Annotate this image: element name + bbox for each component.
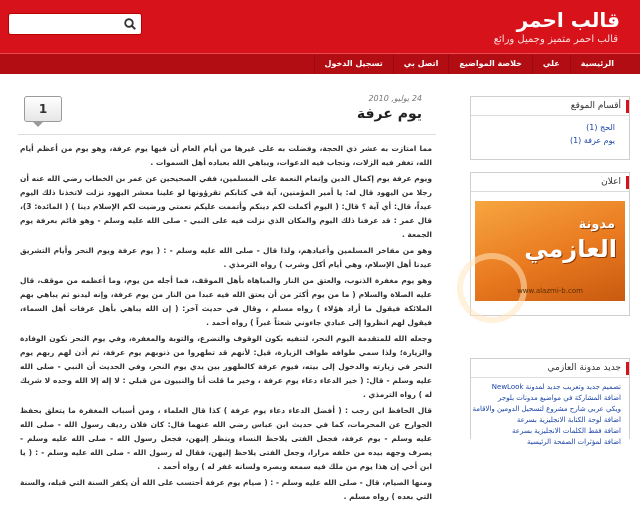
feed-link[interactable]: اضافة لمؤثرات الصفحة الرئيسية [526, 438, 621, 446]
feed-widget-title: جديد مدونة العازمي [471, 359, 629, 378]
nav-item-contact[interactable]: اتصل بي [393, 54, 449, 74]
site-description: قالب احمر متميز وجميل ورائع [493, 34, 618, 45]
categories-widget-title: أقسام الموقع [471, 97, 629, 116]
site-title[interactable]: قالب احمر [516, 8, 620, 32]
comment-count-badge[interactable]: 1 [24, 96, 62, 122]
nav-item-ali[interactable]: علي [532, 54, 570, 74]
post-paragraph: مما امتازت به عشر ذي الحجة، وفضلت به على غيرها من أيام العام أن فيها يوم عرفة، وهو يوم من أعظم أيام الله، تغفر فيه الزلات، وتجاب فيه الدعوات، ويباهي الله بعباده أهل السموات . [20, 144, 432, 167]
feed-link[interactable]: اضافة المشاركة في مواضيع مدونات بلوجر [497, 394, 621, 402]
ads-widget-title: اعلان [471, 173, 629, 192]
post-title[interactable]: يوم عرفة [356, 106, 422, 122]
search-icon[interactable] [123, 17, 137, 31]
post-paragraph: ويوم عرفة يوم إكمال الدين وإتمام النعمة على المسلمين، ففي الصحيحين عن عمر بن الخطاب رضي الله عنه أن رجلا من اليهود قال له: يا أمير المؤمنين، آية في كتابكم تقرؤونها لو علينا معشر اليهود نزلت لاتخذنا ذلك اليوم عيداً، قال: أي آية ؟ قال: ( اليوم أكملت لكم دينكم وأتممت عليكم نعمتي ورضيت لكم الإسلام دينا ) ( المائدة: 3)، قال عمر : قد عرفنا ذلك اليوم والمكان الذي نزلت فيه على النبي - صلى الله عليه وسلم - وهو قائم بعرفة يوم الجمعة . [20, 174, 432, 239]
feed-widget [470, 358, 630, 446]
search-box [8, 13, 142, 35]
post-divider [18, 134, 436, 135]
comment-bubble-tail [32, 121, 44, 127]
nav-list [314, 54, 624, 74]
feed-link[interactable]: اضافة لوحة الكتابة الانجليزية بسرعة [516, 416, 621, 424]
category-link[interactable]: يوم عرفة (1) [569, 136, 615, 145]
search-input[interactable] [9, 14, 119, 34]
nav-item-feed[interactable]: خلاصة المواضيع [448, 54, 532, 74]
feed-link[interactable]: ويكي عربي شارح مشروع لتسجيل الدومين والاقامة [472, 405, 621, 413]
nav-item-login[interactable]: تسجيل الدخول [314, 54, 393, 74]
feed-link[interactable]: اضافة فقط الكلمات الانجليزية بسرعة [512, 427, 621, 435]
feed-list [471, 378, 629, 448]
post-paragraph: ومنها الصيام، قال - صلى الله عليه وسلم - : ( صيام يوم عرفة أحتسب على الله أن يكفر السنة التي قبله، والسنة التي بعده ) رواه مسلم . [20, 478, 432, 501]
post-body [20, 142, 432, 506]
sidebar [470, 96, 630, 446]
ad-banner-url: www.alazmi-b.com [517, 287, 583, 295]
post-area [18, 90, 436, 501]
main-navigation [0, 53, 640, 74]
feed-link[interactable]: تصميم جديد وتعريب جديد لمدونة NewLook [491, 383, 621, 391]
post-paragraph: وهو من مفاخر المسلمين وأعيادهم، ولذا قال - صلى الله عليه وسلم - : ( يوم عرفة ويوم النحر وأيام التشريق عيدنا أهل الإسلام، وهي أيام أكل وشرب ) رواه الترمذي . [20, 246, 432, 269]
ad-banner-name: العازمي [524, 235, 617, 263]
post-date: 24 يوليو, 2010 [368, 94, 422, 103]
nav-item-home[interactable]: الرئيسية [570, 54, 624, 74]
post-paragraph: وهو يوم مغفرة الذنوب، والعتق من النار والمباهاة بأهل الموقف، فما أجله من يوم، وما أعظمه من موقف، قال عليه الصلاة والسلام ( ما من يوم أكثر من أن يعتق الله فيه عبدا من النار من يوم عرفة، وإنه ليدنو ثم يباهي بهم الملائكة فيقول ما أراد هؤلاء ) رواه مسلم ، وقال في حديث آخر: ( إن الله يباهي بأهل عرفات أهل السماء، فيقول لهم انظروا إلى عبادي جاءوني شعثاً غبراً ) رواه أحمد . [20, 276, 432, 327]
post-paragraph: قال الحافظ ابن رجب : ( أفضل الدعاء دعاء يوم عرفة ) كذا قال العلماء ، ومن أسباب المغفرة ما يتعلق بحفظ الجوارح عن المحرمات، كما في حديث ابن عباس رضي الله عنهما قال: كان فلان رديف رسول الله - صلى الله عليه وسلم - يوم عرفة، فجعل الفتى يلاحظ النساء وينظر إليهن، فجعل رسول الله - صلى الله عليه وسلم - يصرف وجهه بيده من خلفه مرارا، وجعل الفتى يلاحظ إليهن، فقال له رسول الله - صلى الله عليه وسلم - : ( يا ابن أخي إن هذا يوم من ملك فيه سمعه وبصره ولسانه غفر له ) رواه أحمد . [20, 406, 432, 471]
ad-banner[interactable] [475, 201, 625, 301]
category-link[interactable]: الحج (1) [586, 123, 615, 132]
ad-banner-top-text: مدونة [578, 217, 615, 232]
categories-list [471, 116, 629, 147]
categories-widget [470, 96, 630, 160]
site-header [0, 0, 640, 53]
ads-widget [470, 172, 630, 316]
post-paragraph: وجعله الله للمتقدمة اليوم النحر، لتنفيه بكون الوقوف والتضرع، والتوبة والمغفرة، وفي يوم النحر تكون الوفادة والزيارة؛ ولذا سمي طوافه طواف الزيارة، قيل: لأنهم قد تطهروا من ذنوبهم يوم عرفة، ثم أذن لهم ربهم يوم النحر في زيارته والدخول إلى بيته، فيوم عرفة كالطهور بين يدي يوم النحر، وفي الحديث أن النبي - صلى الله عليه وسلم - قال: ( خير الدعاء دعاء يوم عرفة ، وخير ما قلت أنا والنبيون من قبلي : لا إله إلا الله وحده لا شريك له ) رواه الترمذي . [20, 334, 432, 399]
